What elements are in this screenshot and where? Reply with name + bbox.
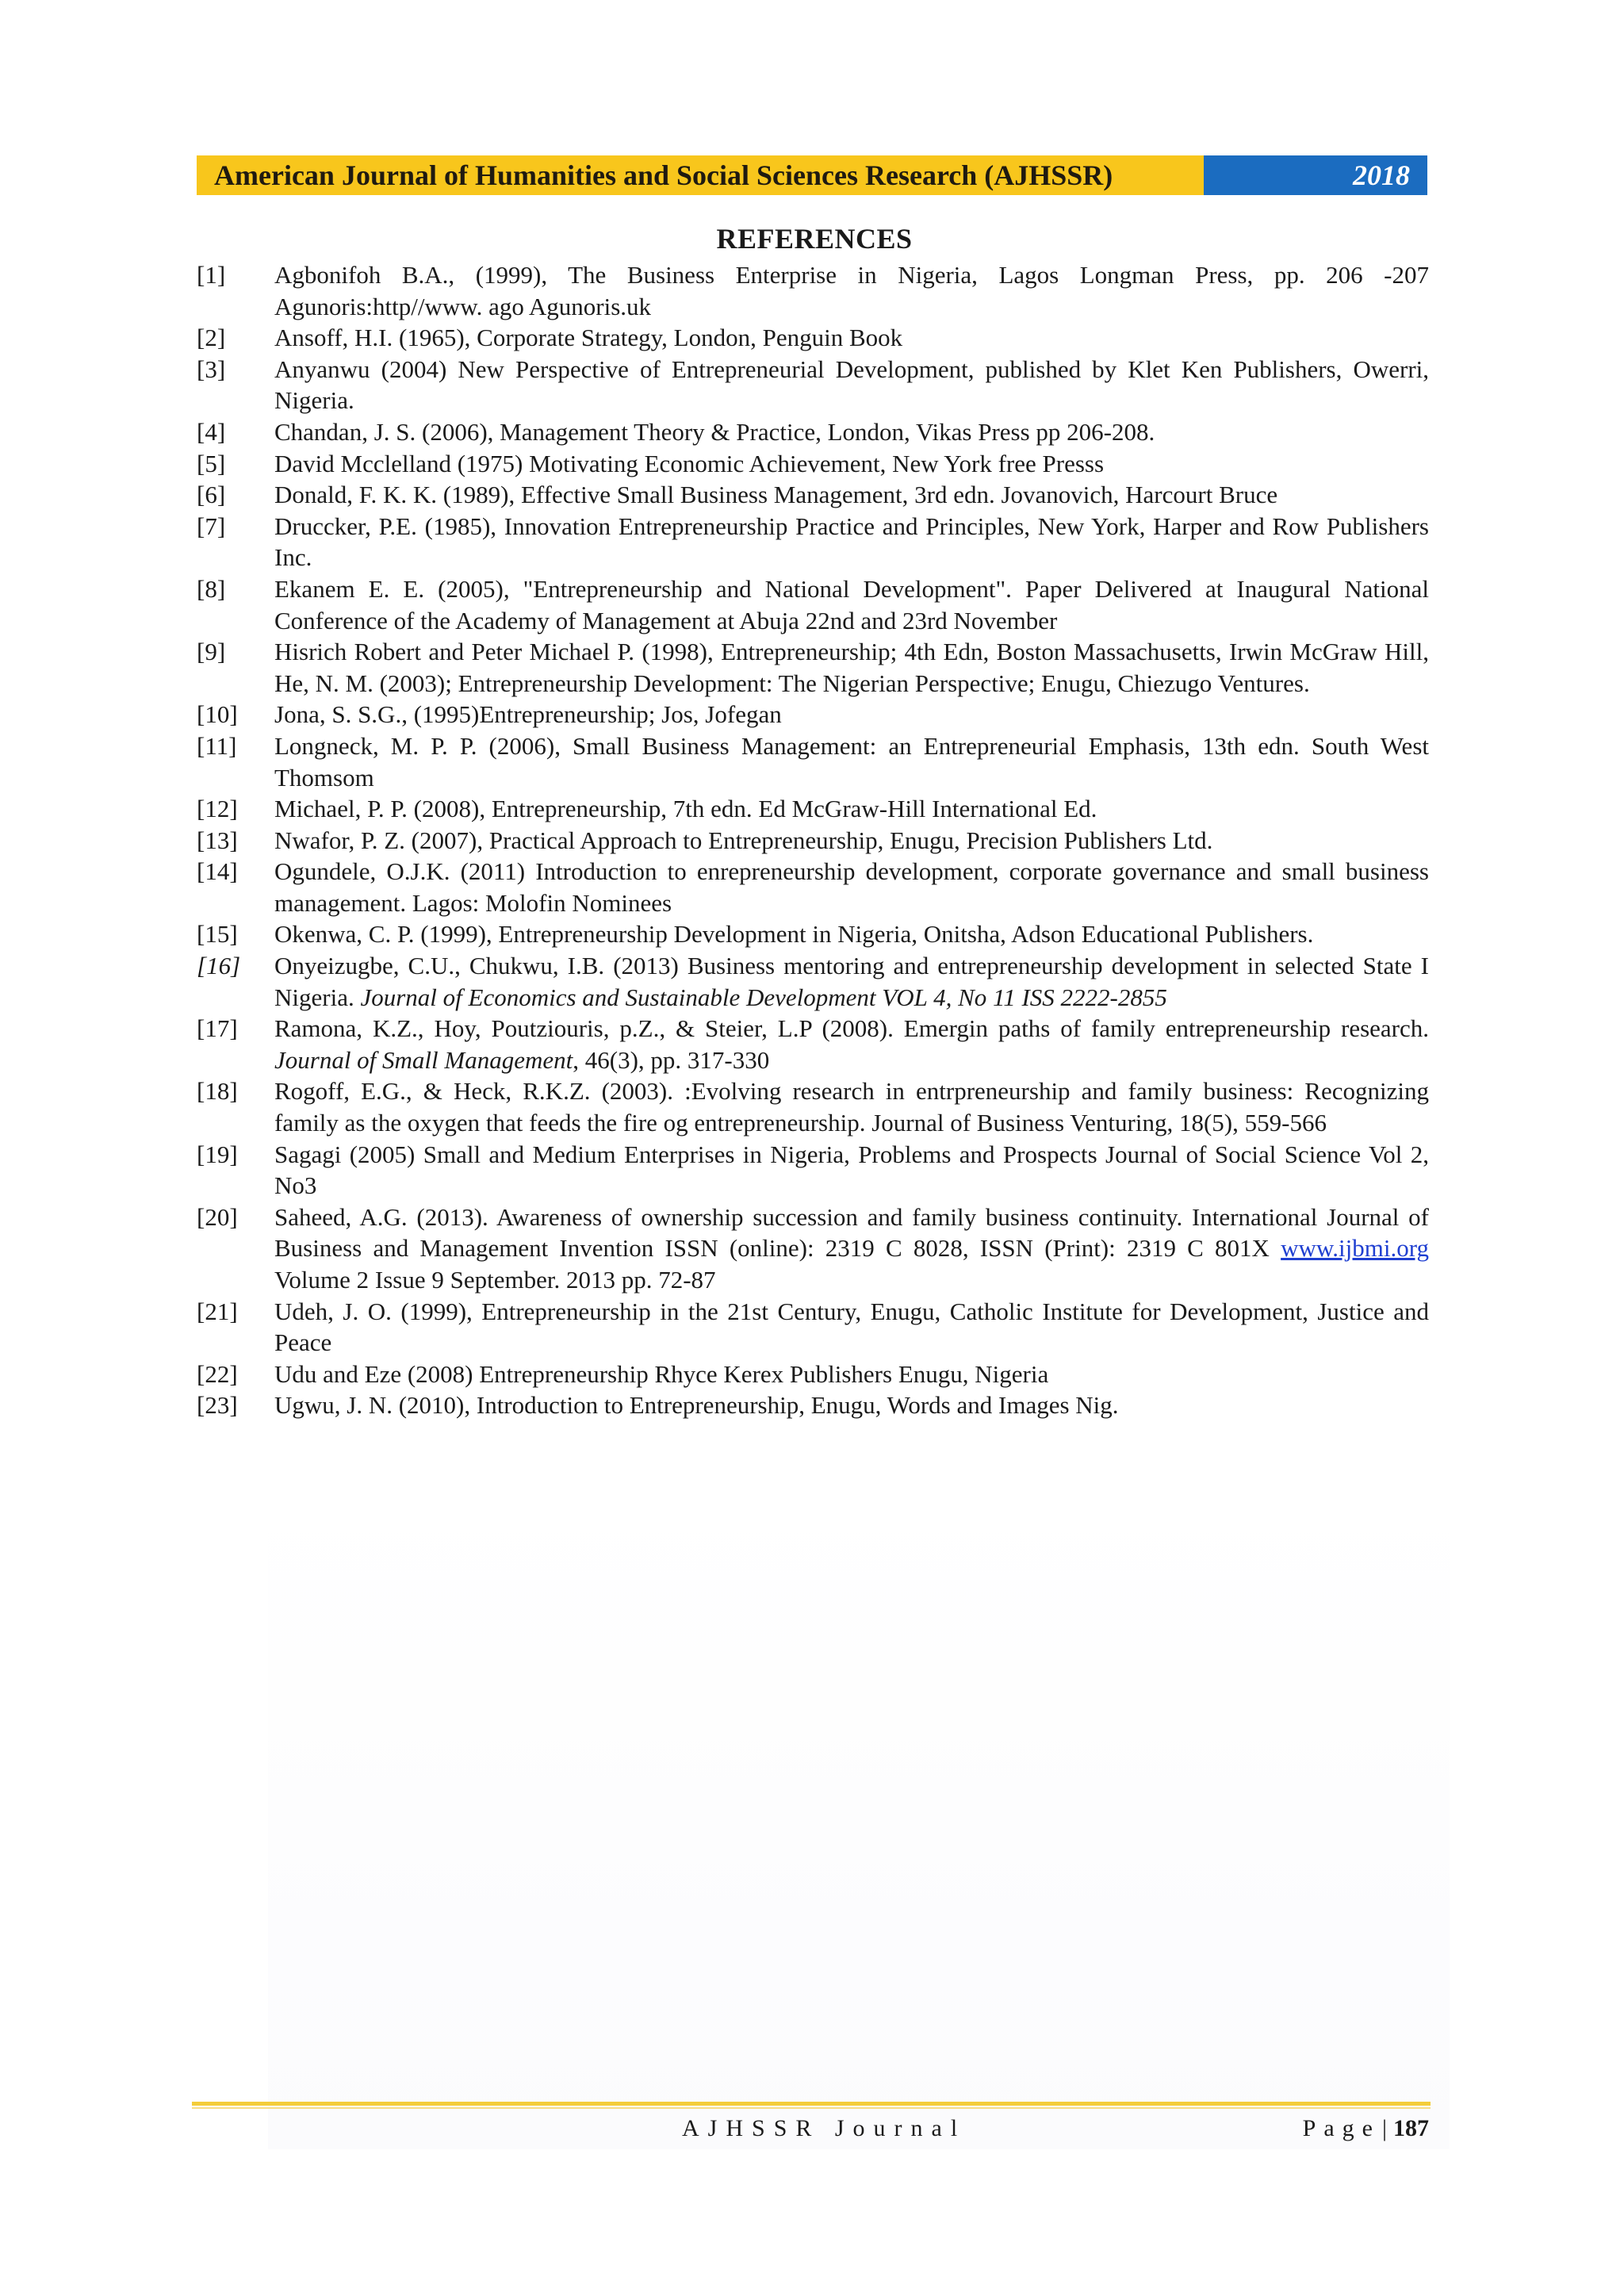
- reference-number: [8]: [197, 574, 226, 603]
- reference-text: [274, 1139, 1429, 1202]
- page-number: 187: [1393, 2115, 1429, 2141]
- reference-number: [4]: [197, 417, 226, 446]
- reference-text: [274, 1389, 1429, 1421]
- reference-item: [197, 416, 1429, 448]
- reference-number: [19]: [197, 1140, 238, 1168]
- reference-item: [197, 1389, 1429, 1421]
- reference-text: [274, 1075, 1429, 1138]
- reference-number: [16]: [197, 952, 241, 980]
- footer-rule: [192, 2102, 1431, 2106]
- reference-item: [197, 699, 1429, 730]
- footer-page-label: Page: [1302, 2115, 1381, 2141]
- reference-item: [197, 825, 1429, 857]
- reference-text-segment: Volume 2 Issue 9 September. 2013 pp. 72-87: [274, 1266, 716, 1294]
- reference-text: [274, 511, 1429, 573]
- reference-text-segment: Hisrich Robert and Peter Michael P. (1998), Entrepreneurship; 4th Edn, Boston Massachusetts, Irwin McGraw Hill, He, N. M. (2003); Entrepreneurship Development: The Nigerian Perspective; Enugu, Chiezugo Ventures.: [274, 638, 1429, 697]
- running-header: [197, 155, 1427, 195]
- reference-link[interactable]: www.ijbmi.org: [1281, 1234, 1429, 1263]
- reference-text: [274, 825, 1429, 857]
- reference-text-segment: Ramona, K.Z., Hoy, Poutziouris, p.Z., & Steier, L.P (2008). Emergin paths of family entrepreneurship research.: [274, 1014, 1429, 1043]
- reference-item: [197, 1139, 1429, 1202]
- reference-item: [197, 259, 1429, 322]
- reference-item: [197, 1359, 1429, 1390]
- reference-number: [6]: [197, 481, 226, 509]
- reference-journal-title: Journal of Small Management: [274, 1045, 573, 1074]
- reference-text-segment: Michael, P. P. (2008), Entrepreneurship, 7th edn. Ed McGraw-Hill International Ed.: [274, 795, 1097, 823]
- reference-text: [274, 1296, 1429, 1359]
- footer-separator: |: [1381, 2115, 1387, 2141]
- reference-number: [14]: [197, 857, 238, 886]
- reference-text-segment: Druccker, P.E. (1985), Innovation Entrepreneurship Practice and Principles, New York, Harper and Row Publishers Inc.: [274, 512, 1429, 572]
- reference-item: [197, 856, 1429, 918]
- reference-text: [274, 1013, 1429, 1075]
- reference-journal-title: Journal of Economics and Sustainable Development VOL 4, No 11 ISS 2222-2855: [360, 983, 1167, 1011]
- reference-text-segment: Donald, F. K. K. (1989), Effective Small Business Management, 3rd edn. Jovanovich, Harcourt Bruce: [274, 481, 1278, 509]
- reference-text: [274, 354, 1429, 416]
- reference-number: [5]: [197, 449, 226, 477]
- reference-number: [10]: [197, 700, 238, 729]
- reference-text: [274, 416, 1429, 448]
- footer-journal-name: AJHSSR Journal: [682, 2115, 967, 2141]
- reference-item: [197, 354, 1429, 416]
- reference-text: [274, 479, 1429, 511]
- reference-text-segment: Jona, S. S.G., (1995)Entrepreneurship; Jos, Jofegan: [274, 700, 782, 729]
- page-background: [268, 1491, 1450, 2149]
- reference-number: [12]: [197, 795, 238, 823]
- reference-number: [13]: [197, 826, 238, 854]
- reference-item: [197, 730, 1429, 793]
- reference-text: [274, 259, 1429, 322]
- reference-text: [274, 730, 1429, 793]
- reference-number: [7]: [197, 512, 226, 540]
- reference-text-segment: Ansoff, H.I. (1965), Corporate Strategy, London, Penguin Book: [274, 324, 903, 352]
- reference-text: [274, 950, 1429, 1013]
- reference-number: [9]: [197, 638, 226, 666]
- reference-number: [2]: [197, 324, 226, 352]
- reference-text-segment: Saheed, A.G. (2013). Awareness of ownership succession and family business continuity. International Journal of Business and Management Invention ISSN (online): 2319 C 8028, ISSN (Print): 2319 C 801X: [274, 1202, 1429, 1263]
- reference-text-segment: Ugwu, J. N. (2010), Introduction to Entrepreneurship, Enugu, Words and Images Nig.: [274, 1391, 1119, 1420]
- reference-text-segment: Anyanwu (2004) New Perspective of Entrepreneurial Development, published by Klet Ken Publishers, Owerri, Nigeria.: [274, 355, 1429, 415]
- reference-text: [274, 1359, 1429, 1390]
- reference-text-segment: Okenwa, C. P. (1999), Entrepreneurship Development in Nigeria, Onitsha, Adson Educational Publishers.: [274, 920, 1314, 949]
- reference-number: [18]: [197, 1077, 238, 1106]
- journal-year: 2018: [1204, 155, 1427, 195]
- reference-item: [197, 636, 1429, 699]
- reference-item: [197, 1296, 1429, 1359]
- reference-number: [15]: [197, 920, 238, 949]
- reference-text-segment: Udeh, J. O. (1999), Entrepreneurship in the 21st Century, Enugu, Catholic Institute for Development, Justice and Peace: [274, 1297, 1429, 1357]
- reference-text: [274, 448, 1429, 480]
- reference-text: [274, 699, 1429, 730]
- reference-item: [197, 511, 1429, 573]
- reference-number: [11]: [197, 731, 237, 760]
- reference-number: [23]: [197, 1391, 238, 1420]
- reference-item: [197, 793, 1429, 825]
- reference-item: [197, 1202, 1429, 1296]
- reference-text-segment: Ekanem E. E. (2005), "Entrepreneurship and National Development". Paper Delivered at Inaugural National Conference of the Academy of Management at Abuja 22nd and 23rd November: [274, 574, 1429, 634]
- reference-number: [22]: [197, 1359, 238, 1388]
- reference-item: [197, 950, 1429, 1013]
- footer-rule-thin: [192, 2107, 1431, 2109]
- reference-text-segment: David Mcclelland (1975) Motivating Economic Achievement, New York free Presss: [274, 449, 1105, 477]
- reference-text: [274, 573, 1429, 636]
- reference-number: [17]: [197, 1014, 238, 1043]
- reference-text: [274, 856, 1429, 918]
- reference-number: [3]: [197, 355, 226, 383]
- reference-item: [197, 448, 1429, 480]
- reference-text-segment: Agbonifoh B.A., (1999), The Business Enterprise in Nigeria, Lagos Longman Press, pp. 206 -207 Agunoris:http//www. ago Agunoris.uk: [274, 261, 1429, 320]
- reference-text-segment: Nwafor, P. Z. (2007), Practical Approach to Entrepreneurship, Enugu, Precision Publishers Ltd.: [274, 826, 1213, 854]
- reference-text-segment: Ogundele, O.J.K. (2011) Introduction to enrepreneurship development, corporate governance and small business management. Lagos: Molofin Nominees: [274, 857, 1429, 917]
- reference-text-segment: Udu and Eze (2008) Entrepreneurship Rhyce Kerex Publishers Enugu, Nigeria: [274, 1359, 1049, 1388]
- footer-page-info: [1303, 2114, 1429, 2144]
- reference-item: [197, 1075, 1429, 1138]
- references-list: [197, 259, 1429, 1421]
- reference-number: [20]: [197, 1202, 238, 1231]
- reference-item: [197, 322, 1429, 354]
- journal-title: American Journal of Humanities and Social Sciences Research (AJHSSR): [197, 155, 1204, 195]
- reference-text: [274, 636, 1429, 699]
- reference-text-segment: Chandan, J. S. (2006), Management Theory & Practice, London, Vikas Press pp 206-208.: [274, 417, 1155, 446]
- reference-text-segment: Sagagi (2005) Small and Medium Enterprises in Nigeria, Problems and Prospects Journal of Social Science Vol 2, No3: [274, 1140, 1429, 1200]
- reference-text: [274, 793, 1429, 825]
- reference-text-segment: Longneck, M. P. P. (2006), Small Business Management: an Entrepreneurial Emphasis, 13th edn. South West Thomsom: [274, 731, 1429, 792]
- reference-number: [21]: [197, 1297, 238, 1325]
- reference-text: [274, 1202, 1429, 1296]
- references-heading: REFERENCES: [716, 223, 913, 255]
- reference-text: [274, 322, 1429, 354]
- reference-text-segment: , 46(3), pp. 317-330: [573, 1045, 770, 1074]
- reference-text-segment: Rogoff, E.G., & Heck, R.K.Z. (2003). :Evolving research in entrpreneurship and family business: Recognizing family as the oxygen that feeds the fire og entrepreneurship. Journal of Business Venturing, 18(5), 559-566: [274, 1077, 1429, 1137]
- reference-item: [197, 1013, 1429, 1075]
- reference-item: [197, 479, 1429, 511]
- reference-item: [197, 573, 1429, 636]
- reference-text-segment: Onyeizugbe, C.U., Chukwu, I.B. (2013) Business mentoring and entrepreneurship development in selected State I Nigeria.: [274, 952, 1429, 1011]
- reference-text: [274, 918, 1429, 950]
- reference-number: [1]: [197, 261, 226, 289]
- reference-item: [197, 918, 1429, 950]
